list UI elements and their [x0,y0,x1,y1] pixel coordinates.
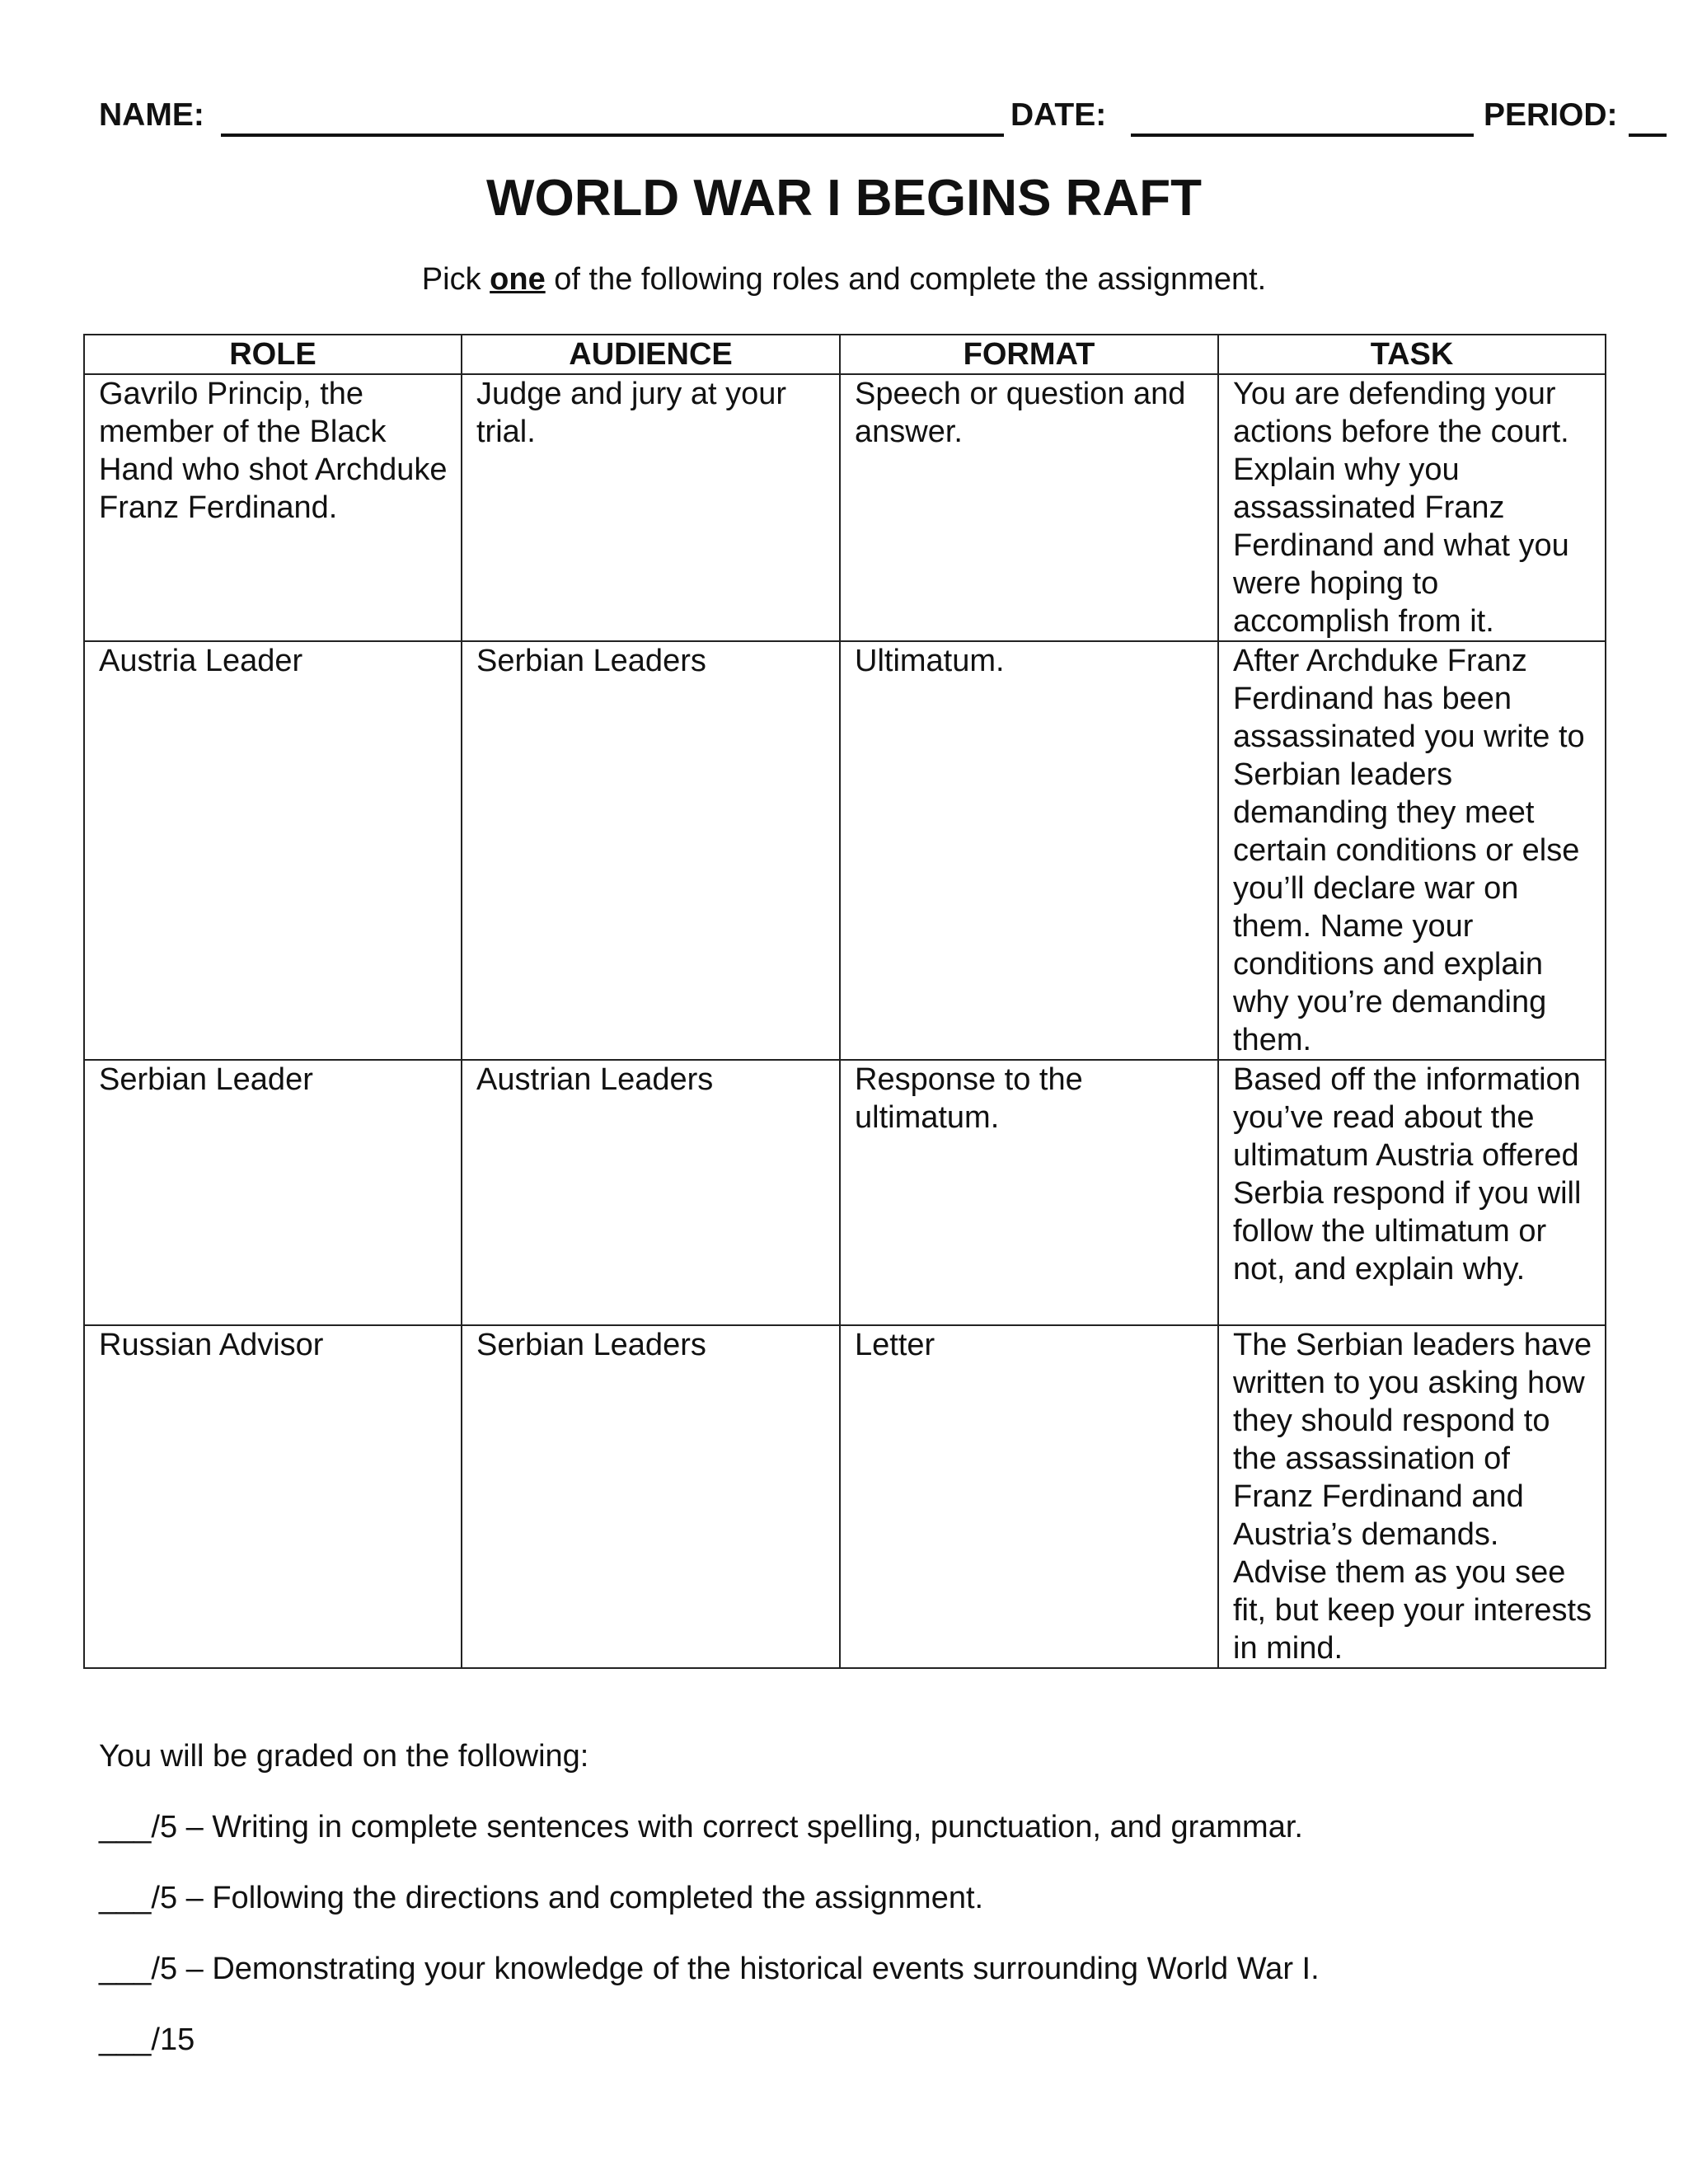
format-cell: Letter [840,1325,1218,1668]
date-blank [1131,134,1474,137]
instructions-emphasis: one [490,262,546,297]
grading-intro: You will be graded on the following: [99,1739,589,1774]
task-cell: You are defending your actions before the court. Explain why you assassinated Franz Ferdinand and what you were hoping to accomplish from it. [1218,374,1606,641]
table-row [84,1325,1606,1668]
format-cell: Speech or question and answer. [840,374,1218,641]
task-cell: The Serbian leaders have written to you asking how they should respond to the assassination of Franz Ferdinand and Austria’s demands. Advise them as you see fit, but keep your interests in mind. [1218,1325,1606,1668]
name-blank [221,134,1004,137]
audience-cell: Serbian Leaders [462,1325,840,1668]
role-cell: Serbian Leader [84,1060,462,1325]
audience-cell: Judge and jury at your trial. [462,374,840,641]
grading-item: ___/5 – Following the directions and completed the assignment. [99,1881,984,1915]
role-cell: Austria Leader [84,641,462,1060]
date-label: DATE: [1010,97,1107,133]
audience-cell: Serbian Leaders [462,641,840,1060]
instructions: Pick one of the following roles and complete the assignment. [421,262,1267,297]
role-cell: Gavrilo Princip, the member of the Black Hand who shot Archduke Franz Ferdinand. [84,374,462,641]
task-cell: Based off the information you’ve read about the ultimatum Austria offered Serbia respond if you will follow the ultimatum or not, and explain why. [1218,1060,1606,1325]
raft-table [83,334,1606,1669]
page-title: WORLD WAR I BEGINS RAFT [486,170,1202,227]
role-cell: Russian Advisor [84,1325,462,1668]
header-line [99,97,1618,138]
format-cell: Response to the ultimatum. [840,1060,1218,1325]
table-header-row [84,335,1606,374]
column-header-role: ROLE [84,335,462,374]
task-cell: After Archduke Franz Ferdinand has been assassinated you write to Serbian leaders demanding they meet certain conditions or else you’ll declare war on them. Name your conditions and explain why you’re demanding them. [1218,641,1606,1060]
table-row [84,641,1606,1060]
column-header-format: FORMAT [840,335,1218,374]
column-header-task: TASK [1218,335,1606,374]
grading-item: ___/5 – Writing in complete sentences with correct spelling, punctuation, and grammar. [99,1810,1303,1844]
grading-total: ___/15 [99,2022,195,2057]
table-row [84,1060,1606,1325]
format-cell: Ultimatum. [840,641,1218,1060]
column-header-audience: AUDIENCE [462,335,840,374]
period-blank [1629,134,1667,137]
name-label: NAME: [99,97,204,133]
table-row [84,374,1606,641]
period-label: PERIOD: [1484,97,1618,133]
grading-item: ___/5 – Demonstrating your knowledge of the historical events surrounding World War I. [99,1952,1320,1986]
audience-cell: Austrian Leaders [462,1060,840,1325]
